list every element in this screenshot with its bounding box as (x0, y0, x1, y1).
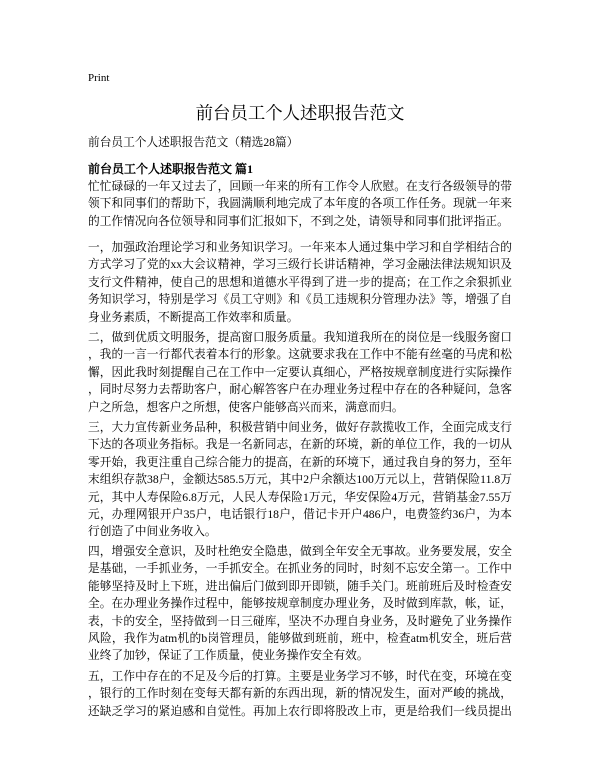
paragraph-line: 忙忙碌碌的一年又过去了，回顾一年来的所有工作令人欣慰。在支行各级领导的带 (88, 180, 512, 193)
paragraph-6 (88, 668, 512, 720)
paragraph-line: 元，其中人寿保险6.8万元，人民人寿保险1万元，华安保险4万元，营销基金7.55万 (88, 490, 512, 504)
paragraph-line: 全。在办理业务操作过程中，能够按规章制度办理业务，及时做到库款，帐，证， (88, 597, 512, 611)
paragraph-line: 是基础，一手抓业务，一手抓安全。在抓业务的同时，时刻不忘安全第一。工作中 (88, 562, 512, 576)
paragraph-line: 下达的各项业务指标。我是一名新同志，在新的环境，新的单位工作，我的一切从 (88, 438, 512, 452)
paragraph-line: 的工作情况向各位领导和同事们汇报如下，不到之处，请领导和同事们批评指正。 (88, 214, 509, 228)
paragraph-line: 懈，因此我时刻提醒自己在工作中一定要认真细心，严格按规章制度进行实际操作 (88, 365, 512, 379)
paragraph-line: 五，工作中存在的不足及今后的打算。主要是业务学习不够，时代在变，环境在变 (88, 670, 512, 683)
paragraph-line: 支行文件精神，使自己的思想和道德水平得到了进一步的提高；在工作之余狠抓业 (88, 275, 512, 289)
paragraph-line: 务知识学习，特别是学习《员工守则》和《员工违规积分管理办法》等，增强了自 (88, 293, 512, 307)
paragraph-line: 四，增强安全意识，及时杜绝安全隐患，做到全年安全无事故。业务要发展，安全 (88, 545, 512, 558)
paragraph-line: 方式学习了党的xx大会议精神，学习三级行长讲话精神，学习金融法律法规知识及 (88, 258, 512, 272)
paragraph-4 (88, 419, 512, 541)
paragraph-line: 领下和同事们的帮助下，我圆满顺利地完成了本年度的各项工作任务。现就一年来 (88, 197, 512, 211)
paragraph-line: ，我的一言一行都代表着本行的形象。这就要求我在工作中不能有丝毫的马虎和松 (88, 348, 512, 362)
paragraph-line: ，同时尽努力去帮助客户，耐心解答客户在办理业务过程中存在的各种疑问，急客 (88, 383, 512, 397)
paragraph-line: 还缺乏学习的紧迫感和自觉性。再加上农行即将股改上市，更是给我们一线员提出 (88, 704, 512, 718)
paragraph-line: 户之所急，想客户之所想，使客户能够高兴而来，满意而归。 (88, 400, 404, 414)
paragraph-2 (88, 239, 512, 326)
paragraph-line: 零开始，我更注重自己综合能力的提高，在新的环境下，通过我自身的努力，至年 (88, 455, 512, 469)
paragraph-line: 一，加强政治理论学习和业务知识学习。一年来本人通过集中学习和自学相结合的 (88, 241, 512, 254)
paragraph-3 (88, 329, 512, 416)
paragraph-line: 三，大力宣传新业务品种，积极营销中间业务，做好存款揽收工作，全面完成支行 (88, 421, 512, 434)
paragraph-line: 行创造了中间业务收入。 (88, 525, 217, 539)
paragraph-line: 风险，我作为atm机的b岗管理员，能够做到班前，班中，检查atm机安全，班后营 (88, 631, 512, 645)
paragraph-line: ，银行的工作时刻在变每天都有新的东西出现，新的情况发生，面对严峻的挑战， (88, 687, 512, 701)
paragraph-line: 身业务素质，不断提高工作效率和质量。 (88, 310, 299, 324)
paragraph-line: 二，做到优质文明服务，提高窗口服务质量。我知道我所在的岗位是一线服务窗口 (88, 331, 512, 344)
paragraph-5 (88, 543, 512, 665)
document-title: 前台员工个人述职报告范文 (195, 103, 405, 123)
paragraph-line: 末组织存款38户，金额达585.5万元，其中2户余额达100万元以上，营销保险11.8万 (88, 473, 512, 487)
section-heading: 前台员工个人述职报告范文 篇1 (88, 162, 254, 176)
document-subtitle: 前台员工个人述职报告范文（精选28篇） (88, 136, 299, 149)
paragraph-line: 能够坚持及时上下班，进出偏后门做到即开即锁，随手关门。班前班后及时检查安 (88, 579, 512, 593)
paragraph-line: 元，办理网银开户35户，电话银行18户，借记卡开户486户，电费签约36户，为本 (88, 507, 512, 521)
paragraph-line: 业终了加钞，保证了工作质量，使业务操作安全有效。 (88, 649, 369, 663)
paragraph-line: 表，卡的安全，坚持做到一日三碰库，坚决不办理自身业务，及时避免了业务操作 (88, 614, 512, 628)
paragraph-1 (88, 178, 512, 230)
print-link[interactable]: Print (88, 72, 110, 84)
